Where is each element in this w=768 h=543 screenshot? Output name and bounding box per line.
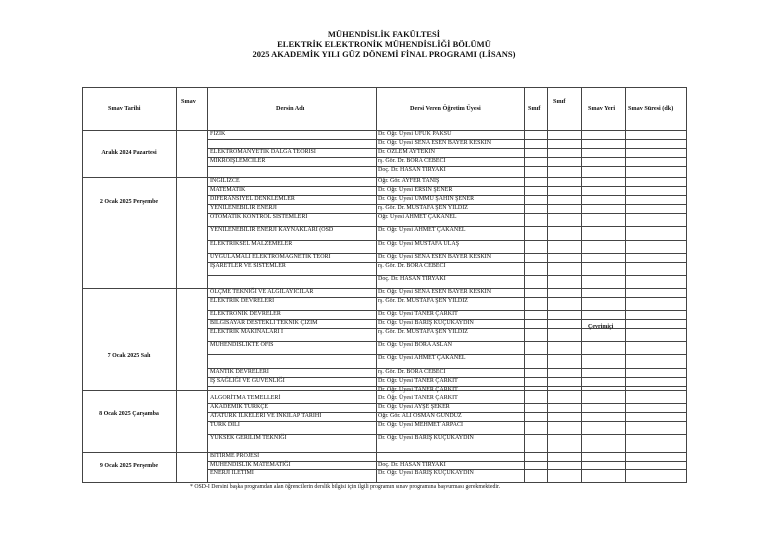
- column-divider: [547, 87, 548, 483]
- course-name: YENİLENEBİLİR ENERJİ KAYNAKLARI (OSD: [210, 227, 334, 233]
- teacher-name: Dr. Öğr. Üyesi BARIŞ KÜÇÜKAYDIN: [378, 470, 474, 476]
- day-label: Aralık 2024 Pazartesi: [101, 150, 157, 156]
- course-name: OTOMATİK KONTROL SİSTEMLERİ: [210, 214, 308, 220]
- program-title: 2025 AKADEMİK YILI GÜZ DÖNEMİ FİNAL PROGRAMI (LİSANS): [252, 49, 516, 59]
- course-name: ELEKTROMANYETİK DALGA TEORİSİ: [210, 149, 316, 155]
- row-divider: [207, 240, 687, 241]
- column-divider: [376, 87, 377, 483]
- row-divider: [207, 213, 687, 214]
- course-name: ALGORİTMA TEMELLERİ: [210, 395, 281, 401]
- header-time: Sınav: [181, 98, 196, 105]
- teacher-name: Dr. Öğr. Üyesi SENA ESEN BAYER KESKİN: [378, 289, 492, 295]
- header-class-1: Sınıf: [528, 105, 541, 112]
- teacher-name: Dr. Öğr. Üyesi TANER ÇARKIT: [378, 387, 458, 393]
- course-name: MİKROİŞLEMCİLER: [210, 158, 266, 164]
- course-name: FİZİK: [210, 131, 226, 137]
- row-divider: [207, 434, 687, 435]
- day-label: 9 Ocak 2025 Perşembe: [99, 463, 159, 469]
- teacher-name: Dr. Öğr. Üyesi TANER ÇARKIT: [378, 395, 458, 401]
- teacher-name: Dr. Öğr. Üyesi TANER ÇARKIT: [378, 311, 458, 317]
- row-divider: [207, 297, 687, 298]
- course-name: BİTİRME PROJESİ: [210, 453, 260, 459]
- teacher-name: rş. Gör. Dr. MUSTAFA ŞEN YILDIZ: [378, 205, 468, 211]
- table-border-bottom: [82, 482, 687, 483]
- teacher-name: Dr. Öğr. Üyesi BORA ASLAN: [378, 342, 453, 348]
- column-divider: [625, 87, 626, 483]
- teacher-name: Dr. Öğr. Üyesi TANER ÇARKIT: [378, 378, 458, 384]
- course-name: DİFERANSİYEL DENKLEMLER: [210, 196, 295, 202]
- day-label: 8 Ocak 2025 Çarşamba: [99, 411, 159, 417]
- row-divider: [207, 226, 687, 227]
- header-place: Sınav Yeri: [588, 105, 616, 112]
- row-divider: [207, 421, 687, 422]
- teacher-name: rş. Gör. Dr. MUSTAFA ŞEN YILDIZ: [378, 329, 468, 335]
- header-date: Sınav Tarihi: [108, 105, 141, 112]
- row-divider: [207, 166, 687, 167]
- teacher-name: Dr. Öğr. Üyesi UFUK PAKSU: [378, 131, 452, 137]
- row-divider: [207, 386, 687, 387]
- teacher-name: rş. Gör. Dr. BORA CEBECİ: [378, 369, 446, 375]
- row-divider: [207, 139, 687, 140]
- row-divider: [207, 377, 687, 378]
- row-divider: [207, 157, 687, 158]
- row-divider: [207, 354, 687, 355]
- row-divider: [207, 148, 687, 149]
- day-label: 2 Ocak 2025 Perşembe: [99, 199, 159, 205]
- teacher-name: Doç. Dr. HASAN TİRYAKİ: [378, 276, 446, 282]
- department-title: ELEKTRİK ELEKTRONİK MÜHENDİSLİĞİ BÖLÜMÜ: [277, 39, 491, 49]
- course-name: İŞARETLER VE SİSTEMLER: [210, 263, 286, 269]
- row-divider: [207, 403, 687, 404]
- teacher-name: Dr. Öğr. Üyesi MEHMET ARPACI: [378, 422, 464, 428]
- course-name: YÜKSEK GERİLİM TEKNİĞİ: [210, 435, 287, 441]
- teacher-name: Öğr. Gör. AYFER TANIŞ: [378, 178, 440, 184]
- footnote: * OSD-I Dersini başka programdan alan öğrencilerin derslik bilgisi için ilgili programın sınav programına başvurması gerekmektedir.: [190, 484, 501, 490]
- teacher-name: Öğr. Gör. ALİ OSMAN GÜNDÜZ: [378, 413, 462, 419]
- course-name: BİLGİSAYAR DESTEKLİ TEKNİK ÇİZİM: [210, 320, 318, 326]
- course-name: YENİLENEBİLİR ENERJİ: [210, 205, 277, 211]
- row-divider: [207, 204, 687, 205]
- table-border-left: [82, 87, 83, 483]
- column-divider: [524, 87, 525, 483]
- column-divider: [581, 87, 582, 483]
- course-name: MÜHENDİSLİK MATEMATİĞİ: [210, 462, 291, 468]
- teacher-name: Dr. Öğr. Üyesi ERSİN ŞENER: [378, 187, 453, 193]
- row-divider: [207, 186, 687, 187]
- header-duration: Sınav Süresi (dk): [628, 105, 674, 112]
- row-divider: [207, 253, 687, 254]
- course-name: ELEKTRONİK DEVRELER: [210, 311, 281, 317]
- course-name: ÖLÇME TEKNİĞİ VE ALGILAYICILAR: [210, 289, 314, 295]
- row-divider: [207, 461, 687, 462]
- day-divider: [82, 452, 687, 453]
- course-name: UYGULAMALI ELEKTROMAGNETİK TEORİ: [210, 254, 331, 260]
- teacher-name: Dr. ÖZLEM AYTEKİN: [378, 149, 435, 155]
- teacher-name: Dr. Öğr. Üyesi AYŞE ŞEKER: [378, 404, 450, 410]
- teacher-name: Doç. Dr. HASAN TİRYAKİ: [378, 167, 446, 173]
- teacher-name: Öğr. Üyesi AHMET ÇAKANEL: [378, 214, 457, 220]
- teacher-name: rş. Gör. Dr. BORA CEBECİ: [378, 158, 446, 164]
- row-divider: [207, 275, 687, 276]
- row-divider: [207, 195, 687, 196]
- online-place-label: Çevrimiçi: [588, 324, 614, 330]
- course-name: ATATÜRK İLKELERİ VE İNKILAP TARİHİ: [210, 413, 322, 419]
- course-name: İŞ SAĞLIĞI VE GÜVENLİĞİ: [210, 378, 285, 384]
- course-name: İNGİLİZCE: [210, 178, 240, 184]
- row-divider: [207, 319, 687, 320]
- row-divider: [207, 310, 687, 311]
- row-divider: [207, 341, 687, 342]
- course-name: ENERJİ İLETİMİ: [210, 470, 254, 476]
- faculty-title: MÜHENDİSLİK FAKÜLTESİ: [327, 29, 441, 39]
- teacher-name: Dr. Öğr. Üyesi AHMET ÇAKANEL: [378, 227, 466, 233]
- course-name: ELEKTRİKSEL MALZEMELER: [210, 241, 293, 247]
- row-divider: [207, 262, 687, 263]
- header-course: Dersin Adı: [276, 105, 305, 112]
- row-divider: [207, 412, 687, 413]
- row-divider: [207, 469, 687, 470]
- teacher-name: Dr. Öğr. Üyesi MUSTAFA ULAŞ: [378, 241, 460, 247]
- course-name: ELEKTRİK MAKİNALARI I: [210, 329, 283, 335]
- course-name: MÜHENDİSLİKTE OFİS: [210, 342, 274, 348]
- teacher-name: Dr. Öğr. Üyesi ÜMMÜ ŞAHİN ŞENER: [378, 196, 475, 202]
- teacher-name: Dr. Öğr. Üyesi BARIŞ KÜÇÜKAYDIN: [378, 320, 474, 326]
- course-name: TÜRK DİLİ: [210, 422, 240, 428]
- row-divider: [207, 368, 687, 369]
- table-border-top: [82, 87, 687, 88]
- row-divider: [207, 328, 687, 329]
- course-name: MANTIK DEVRELERİ: [210, 369, 269, 375]
- column-divider: [207, 87, 208, 483]
- header-teacher: Dersi Veren Öğretim Üyesi: [410, 105, 481, 112]
- teacher-name: rş. Gör. Dr. BORA CEBECİ: [378, 263, 446, 269]
- header-class-2: Sınıf: [553, 98, 566, 105]
- course-name: AKADEMİK TÜRKÇE: [210, 404, 269, 410]
- teacher-name: Dr. Öğr. Üyesi SENA ESEN BAYER KESKİN: [378, 140, 492, 146]
- teacher-name: Dr. Öğr. Üyesi BARIŞ KÜÇÜKAYDIN: [378, 435, 474, 441]
- column-divider: [176, 87, 177, 483]
- course-name: ELEKTRİK DEVRELERİ: [210, 298, 275, 304]
- teacher-name: Doç. Dr. HASAN TİRYAKİ: [378, 462, 446, 468]
- teacher-name: Dr. Öğr. Üyesi AHMET ÇAKANEL: [378, 355, 466, 361]
- course-name: MATEMATİK: [210, 187, 246, 193]
- teacher-name: rş. Gör. Dr. MUSTAFA ŞEN YILDIZ: [378, 298, 468, 304]
- teacher-name: Dr. Öğr. Üyesi SENA ESEN BAYER KESKİN: [378, 254, 492, 260]
- table-border-right: [686, 87, 687, 483]
- day-label: 7 Ocak 2025 Salı: [107, 353, 151, 359]
